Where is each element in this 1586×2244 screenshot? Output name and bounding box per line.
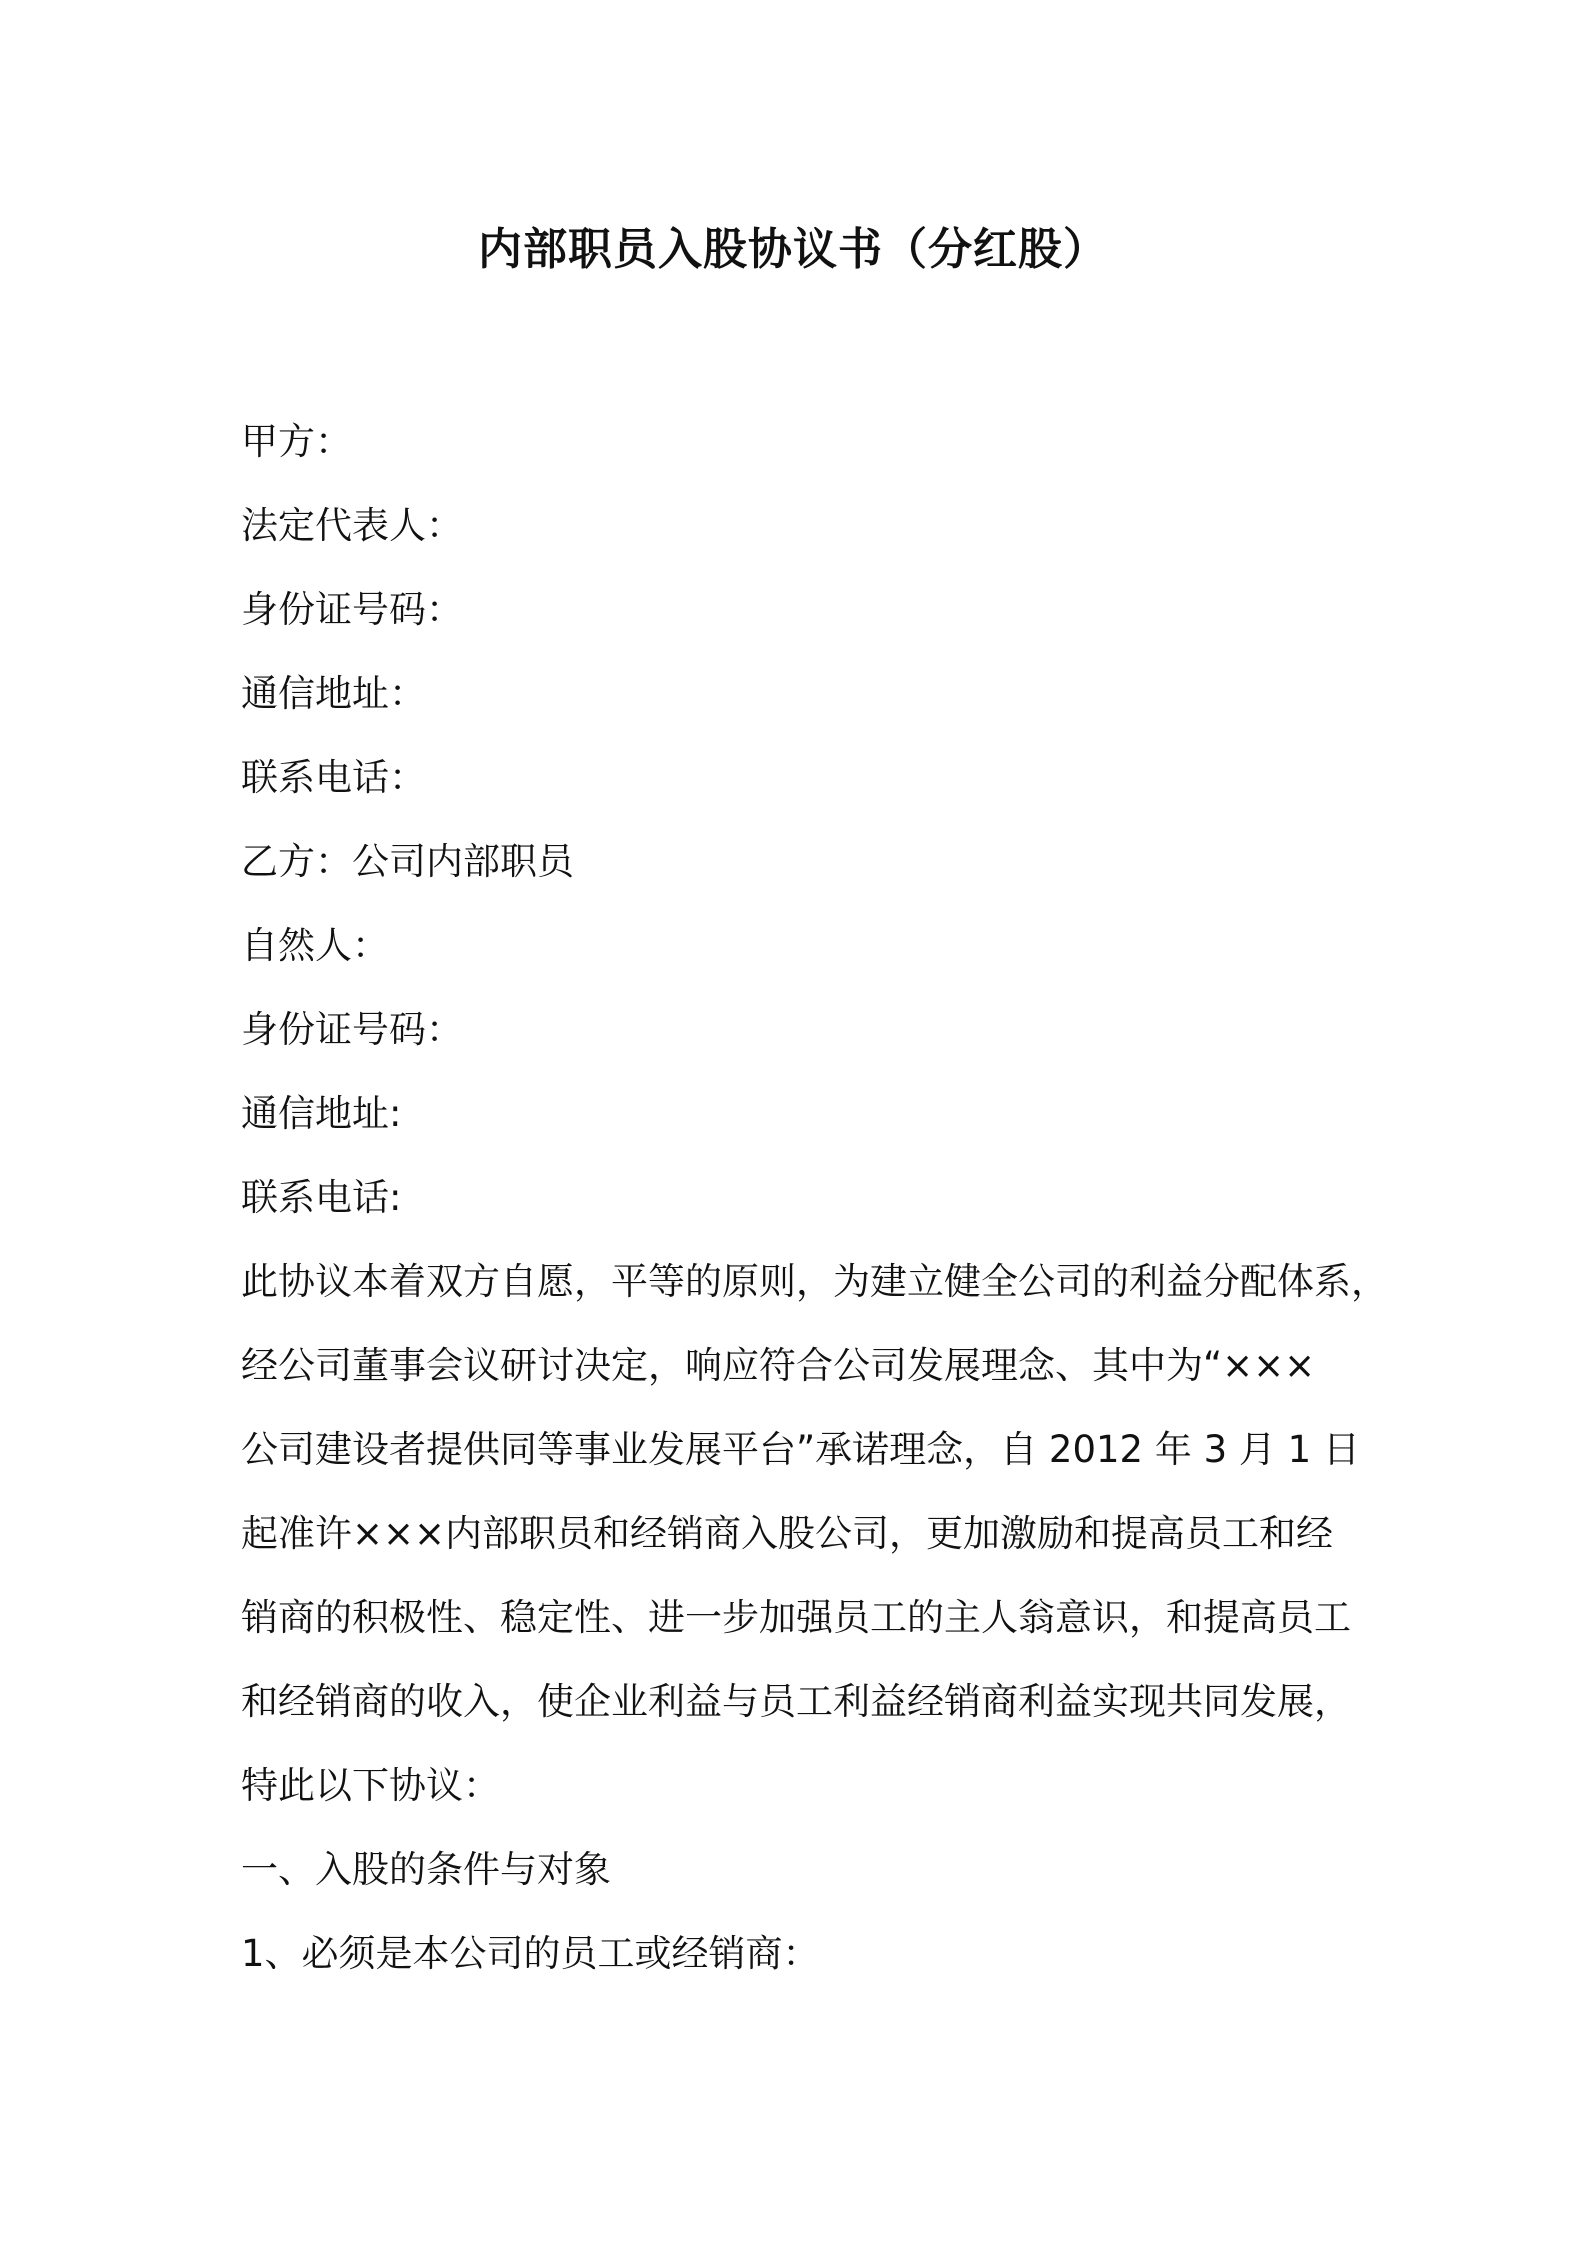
document-title: 内部职员入股协议书（分红股） [478, 224, 1108, 275]
party-a-phone: 联系电话： [241, 756, 426, 799]
clause-1: 1、必须是本公司的员工或经销商： [241, 1932, 820, 1975]
document-body [241, 400, 1388, 1996]
party-a-id-number: 身份证号码： [241, 588, 463, 631]
party-a-label: 甲方： [241, 420, 352, 463]
party-b-id-number: 身份证号码： [241, 1008, 463, 1051]
preamble-line: 特此以下协议： [241, 1764, 500, 1807]
party-a-legal-rep: 法定代表人： [241, 504, 463, 547]
party-a-address: 通信地址： [241, 672, 426, 715]
preamble-line: 公司建设者提供同等事业发展平台”承诺理念，自 2012 年 3 月 1 日 [241, 1428, 1360, 1471]
preamble-line: 销商的积极性、稳定性、进一步加强员工的主人翁意识，和提高员工 [241, 1596, 1351, 1639]
party-b-label: 乙方：公司内部职员 [241, 840, 574, 883]
party-b-phone: 联系电话: [241, 1176, 402, 1219]
party-b-address: 通信地址: [241, 1092, 402, 1135]
preamble-paragraph [241, 1240, 1388, 1828]
preamble-line: 此协议本着双方自愿，平等的原则，为建立健全公司的利益分配体系， [241, 1260, 1388, 1303]
section-1-heading: 一、入股的条件与对象 [241, 1848, 611, 1891]
preamble-line: 和经销商的收入，使企业利益与员工利益经销商利益实现共同发展， [241, 1680, 1351, 1723]
party-b-natural-person: 自然人： [241, 924, 389, 967]
preamble-line: 起准许×××内部职员和经销商入股公司，更加激励和提高员工和经 [241, 1512, 1334, 1555]
preamble-line: 经公司董事会议研讨决定，响应符合公司发展理念、其中为“××× [241, 1344, 1316, 1387]
